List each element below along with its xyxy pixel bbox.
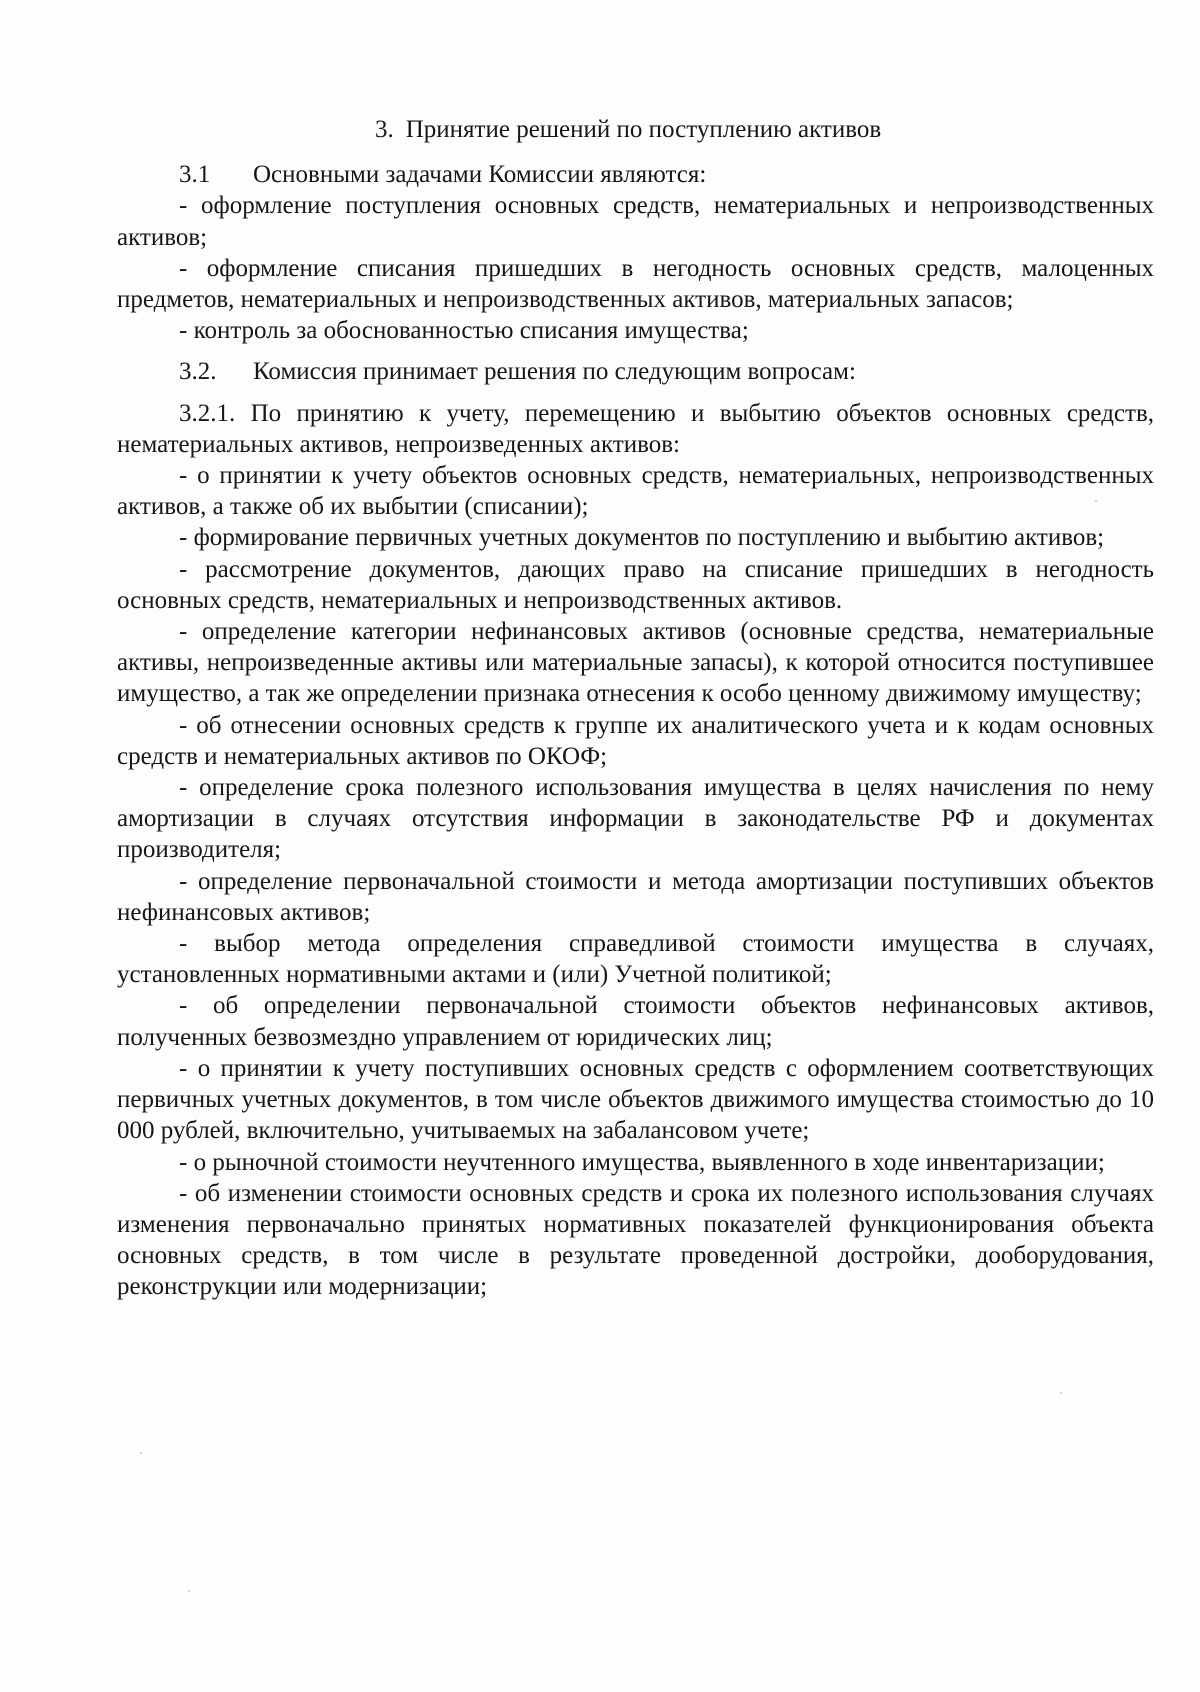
clause-3-2-1-item: - определение первоначальной стоимости и метода амортизации поступивших объектов нефинансовых активов; — [117, 867, 1154, 926]
clause-3-1-item: - контроль за обоснованностью списания имущества; — [179, 317, 749, 345]
clause-3-2-heading — [117, 356, 1154, 387]
clause-3-2-1-item: - выбор метода определения справедливой стоимости имущества в случаях, установленных нормативными актами и (или) Учетной политикой; — [117, 930, 1154, 989]
clause-3-2-1-item: - о рыночной стоимости неучтенного имущества, выявленного в ходе инвентаризации; — [179, 1148, 1105, 1176]
clause-3-1-item: - оформление поступления основных средств, нематериальных и непроизводственных активов; — [117, 192, 1154, 251]
clause-3-2-number: 3.2. — [179, 358, 217, 386]
clause-3-2-1-text: 3.2.1. По принятию к учету, перемещению и выбытию объектов основных средств, нематериальных активов, непроизведенных активов: — [117, 399, 1154, 458]
clause-3-1-heading — [117, 159, 1154, 190]
clause-3-2-1-item: - о принятии к учету объектов основных средств, нематериальных, непроизводственных активов, а также об их выбытии (списании); — [117, 462, 1154, 521]
clause-3-1-number: 3.1 — [179, 161, 211, 189]
clause-3-2-1-item: - рассмотрение документов, дающих право на списание пришедших в негодность основных средств, нематериальных и непроизводственных активов. — [117, 555, 1154, 614]
clause-3-2-1-item: - об изменении стоимости основных средств и срока их полезного использования случаях изменения первоначально принятых нормативных показателей функционирования объекта основных средств, в том числе в результате проведенной достройки, дооборудования, реконструкции или модернизации; — [117, 1179, 1154, 1301]
clause-3-2-1-item: - об отнесении основных средств к группе их аналитического учета и к кодам основных средств и нематериальных активов по ОКОФ; — [117, 711, 1154, 770]
clause-3-1-heading-text: Основными задачами Комиссии являются: — [253, 161, 707, 189]
section-title-text: Принятие решений по поступлению активов — [405, 116, 882, 143]
section-number: 3. — [375, 116, 394, 143]
clause-3-1-item: - оформление списания пришедших в негодность основных средств, малоценных предметов, нематериальных и непроизводственных активов, материальных запасов; — [117, 254, 1154, 314]
clause-3-2-1-item: - об определении первоначальной стоимости объектов нефинансовых активов, полученных безвозмездно управлением от юридических лиц; — [117, 992, 1154, 1051]
clause-3-2-1-item: - формирование первичных учетных документов по поступлению и выбытию активов; — [179, 524, 1105, 552]
clause-3-2-1-item: - определение срока полезного использования имущества в целях начисления по нему амортизации в случаях отсутствия информации в законодательстве РФ и документах производителя; — [117, 774, 1154, 864]
scan-speck — [140, 1452, 142, 1454]
clause-3-2-1-item: - о принятии к учету поступивших основных средств с оформлением соответствующих первичных учетных документов, в том числе объектов движимого имущества стоимостью до 10 000 рублей, включительно, учитываемых на забалансовом учете; — [117, 1054, 1154, 1145]
clause-3-2-1-item: - определение категории нефинансовых активов (основные средства, нематериальные активы, непроизведенные активы или материальные запасы), к которой относится поступившее имущество, а так же определении признака отнесения к особо ценному движимому имуществу; — [117, 618, 1154, 708]
scan-speck — [188, 1590, 190, 1592]
section-title — [117, 114, 1154, 145]
document-body — [117, 114, 1154, 1303]
clause-3-2-heading-text: Комиссия принимает решения по следующим вопросам: — [253, 358, 856, 386]
scan-speck — [1060, 1392, 1062, 1394]
